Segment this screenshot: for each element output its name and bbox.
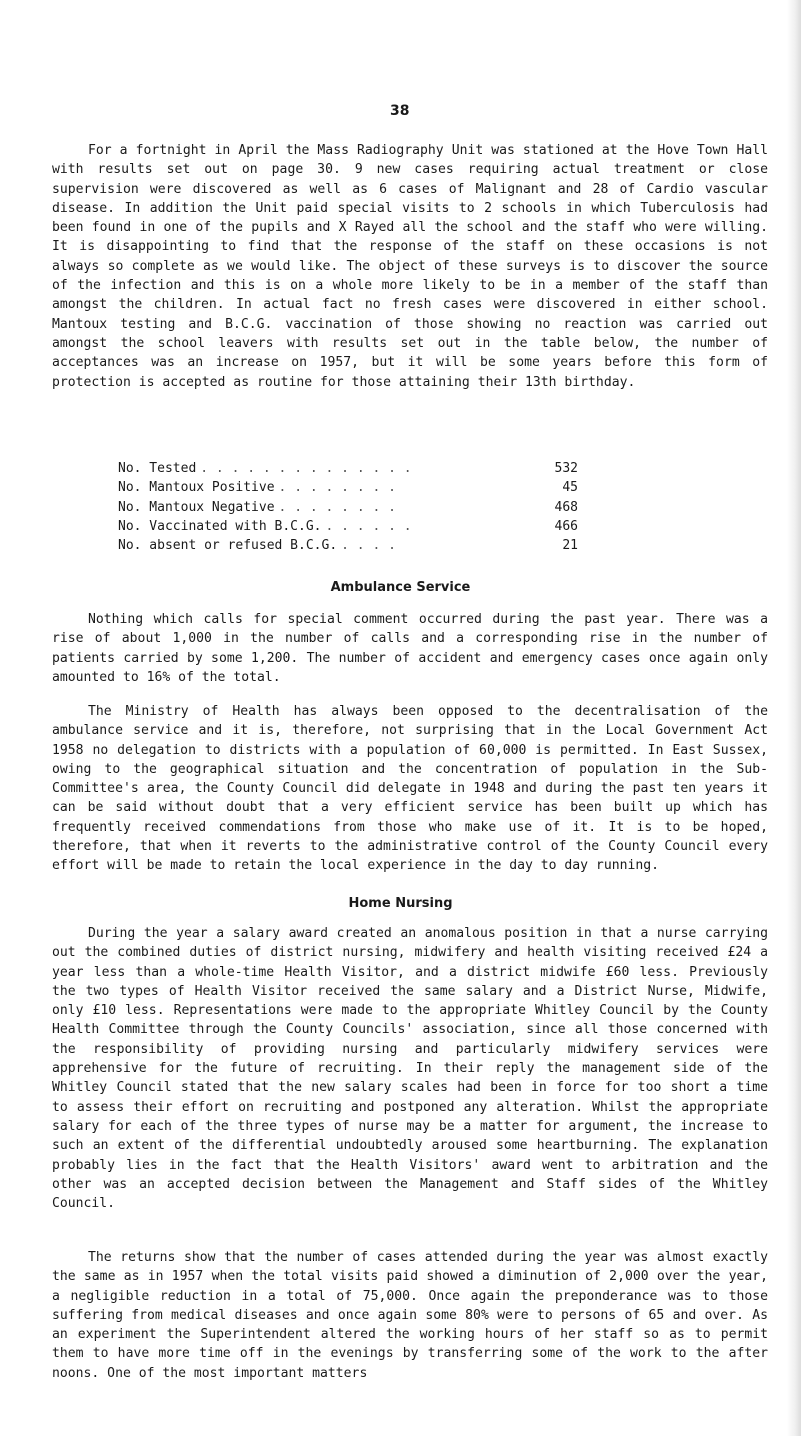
row-label: No. Vaccinated with B.C.G. <box>118 518 322 534</box>
page-number: 38 <box>390 103 410 119</box>
mantoux-results-table <box>118 459 578 555</box>
table-row <box>118 536 578 555</box>
row-leader-dots: . . . . . . . . <box>278 480 396 496</box>
row-label: No. Mantoux Positive <box>118 480 275 496</box>
row-value: 468 <box>554 499 578 515</box>
row-value: 45 <box>562 480 578 496</box>
row-label: No. absent or refused B.C.G. <box>118 538 338 554</box>
table-row <box>118 498 578 517</box>
row-leader-dots: . . . . <box>341 538 396 554</box>
ambulance-paragraph-1: Nothing which calls for special comment occurred during the past year. There was a rise of about 1,000 in the number of calls and a corresponding rise in the number of patients carried by some 1,200. The number of accident and emergency cases once again only amounted to 16% of the total. <box>52 612 768 685</box>
home-nursing-heading: Home Nursing <box>348 896 453 911</box>
row-leader-dots: . . . . . . . . . . . . . . <box>200 461 412 476</box>
row-leader-dots: . . . . . . . . <box>278 499 396 515</box>
row-leader-dots: . . . . . . <box>325 518 412 534</box>
home-nursing-paragraph-2: The returns show that the number of cases attended during the year was almost exactly the same as in 1957 when the total visits paid showed a diminution of 2,000 over the year, a negligible reduction in a total of 75,000. Once again the preponderance was to those suffering from medical diseases and once again some 80% were to persons of 65 and over. As an experiment the Superintendent altered the working hours of her staff so as to permit them to have more time off in the evenings by transferring some of the work to the after noons. One of the most important matters <box>52 1250 768 1381</box>
table-row <box>118 478 578 497</box>
scan-edge-shadow <box>787 0 801 1436</box>
table-row <box>118 459 578 478</box>
table-row <box>118 517 578 536</box>
row-value: 21 <box>562 538 578 554</box>
row-label: No. Tested <box>118 461 197 476</box>
row-value: 466 <box>554 518 578 534</box>
ambulance-paragraph-2: The Ministry of Health has always been opposed to the decentralisation of the ambulance service and it is, therefore, not surprising that in the Local Government Act 1958 no delegation to districts with a population of 60,000 is permitted. In East Sussex, owing to the geographical situation and the concentration of population in the Sub-Committee's area, the County Council did delegate in 1948 and during the past ten years it can be said without doubt that a very efficient service has been built up which has frequently received commendations from those who make use of it. It is to be hoped, therefore, that when it reverts to the administrative control of the County Council every effort will be made to retain the local experience in the day to day running. <box>52 704 768 874</box>
radiography-paragraph: For a fortnight in April the Mass Radiography Unit was stationed at the Hove Town Hall with results set out on page 30. 9 new cases requiring actual treatment or close supervision were discovered as well as 6 cases of Malignant and 28 of Cardio vascular disease. In addition the Unit paid special visits to 2 schools in which Tuberculosis had been found in one of the pupils and X Rayed all the school and the staff who were willing. It is disappointing to find that the response of the staff on these occasions is not always so complete as we would like. The object of these surveys is to discover the source of the infection and this is on a whole more likely to be in a member of the staff than amongst the children. In actual fact no fresh cases were discovered in either school. Mantoux testing and B.C.G. vaccination of those showing no reaction was carried out amongst the school leavers with results set out in the table below, the number of acceptances was an increase on 1957, but it will be some years before this form of protection is accepted as routine for those attaining their 13th birthday. <box>52 143 768 390</box>
home-nursing-paragraph-1: During the year a salary award created an anomalous position in that a nurse carrying out the combined duties of district nursing, midwifery and health visiting received £24 a year less than a whole-time Health Visitor, and a district midwife £60 less. Previously the two types of Health Visitor received the same salary and a District Nurse, Midwife, only £10 less. Representations were made to the appropriate Whitley Council by the County Health Committee through the County Councils' association, since all those concerned with the responsibility of providing nursing and particularly midwifery services were apprehensive for the future of recruiting. In their reply the management side of the Whitley Council stated that the new salary scales had been in force for too short a time to assess their effort on recruiting and postponed any alteration. Whilst the appropriate salary for each of the three types of nurse may be a matter for argument, the increase to such an extent of the differential undoubtedly aroused some heartburning. The explanation probably lies in the fact that the Health Visitors' award went to arbitration and the other was an accepted decision between the Management and Staff sides of the Whitley Council. <box>52 926 768 1212</box>
ambulance-service-heading: Ambulance Service <box>330 580 471 595</box>
row-value: 532 <box>554 461 578 476</box>
row-label: No. Mantoux Negative <box>118 499 275 515</box>
